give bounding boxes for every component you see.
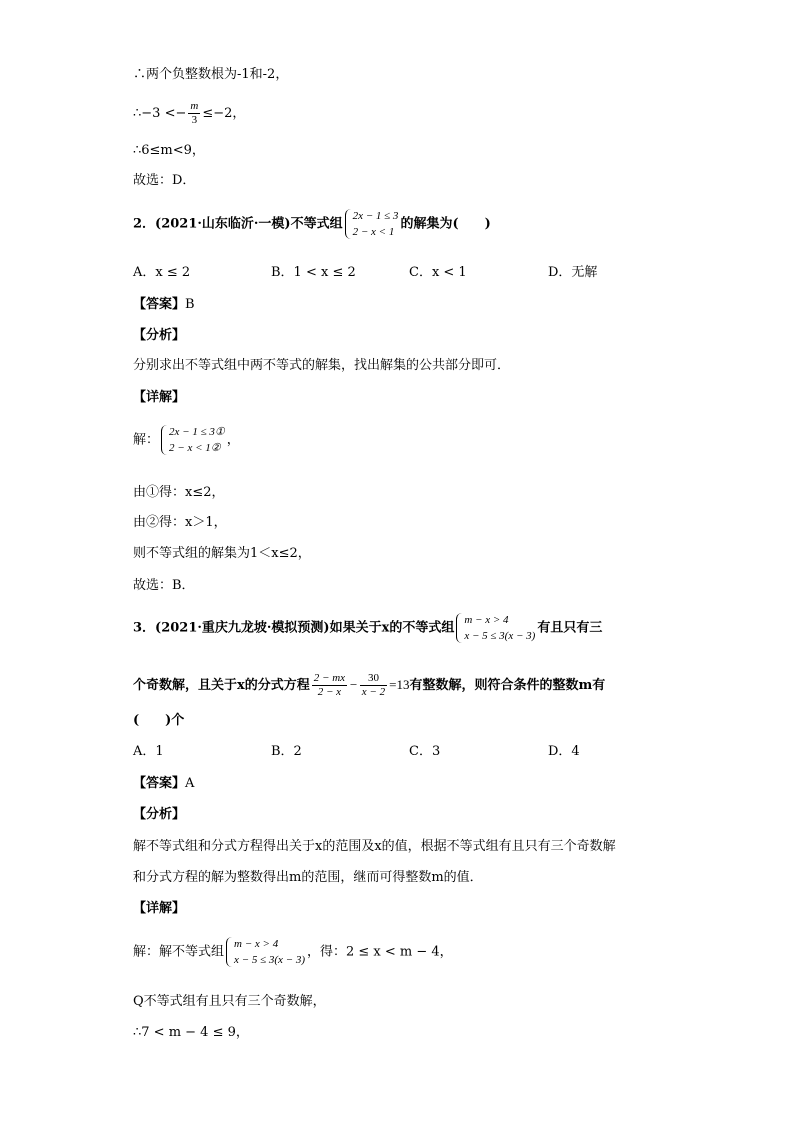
q3-solution-system: [133, 936, 453, 968]
q2-analysis-tag: 【分析】: [133, 328, 186, 343]
q3-step-1: Q不等式组有且只有三个奇数解，: [133, 994, 326, 1009]
answer-tag: 【答案】: [133, 776, 186, 791]
q3-eq-rhs: =13: [389, 677, 410, 692]
q3-analysis-line-2: 和分式方程的解为整数得出m的范围，继而可得整数m的值．: [133, 870, 483, 885]
q2-step-2: 由②得：x＞1，: [133, 515, 227, 530]
q3-option-c: C．3: [409, 744, 441, 759]
q2-detail-tag: 【详解】: [133, 390, 186, 405]
q3-sol-post: ，得：2 ≤ x < m − 4，: [307, 944, 453, 960]
q2-option-c: C．x < 1: [409, 265, 467, 280]
q2-step-1: 由①得：x≤2，: [133, 485, 225, 500]
q3-answer: [133, 775, 194, 793]
q3-stem1-pre: 3．(2021·重庆九龙坡·模拟预测)如果关于x的不等式组: [133, 620, 455, 636]
q2-option-b: B．1 < x ≤ 2: [271, 265, 356, 280]
q2-solution-system: [133, 424, 240, 456]
q2-sol-inequality-system: 2x − 1 ≤ 3① 2 − x < 1②: [161, 424, 225, 456]
q3-option-b: B．2: [271, 744, 302, 759]
q3-stem1-post: 有且只有三: [537, 620, 603, 636]
q2-analysis-text: 分别求出不等式组中两不等式的解集，找出解集的公共部分即可．: [133, 358, 511, 373]
prev-line-2: [133, 100, 245, 127]
q2-sol-post: ，: [226, 432, 240, 448]
q3-stem2-post: 有整数解，则符合条件的整数m有: [409, 678, 606, 693]
q2-option-a: A．x ≤ 2: [133, 265, 191, 280]
q3-sol-pre: 解：解不等式组: [133, 944, 225, 960]
q3-answer-value: A: [185, 776, 195, 791]
q3-fraction-1: $\frac{2 - mx}{2 - x}$: [313, 672, 346, 698]
q3-stem-1: [133, 612, 602, 644]
prev-line-1: ∴两个负整数根为-1和-2，: [133, 67, 289, 82]
fraction-m-over-3: $\frac{m}{3}$: [190, 100, 199, 126]
prev-line-4: 故选：D．: [133, 173, 196, 188]
q3-fraction-2: $\frac{30}{x - 2}$: [361, 672, 386, 698]
q2-step-4: 故选：B．: [133, 578, 195, 593]
q3-detail-tag: 【详解】: [133, 901, 186, 916]
q3-stem-3: ( )个: [133, 713, 185, 728]
q2-stem-post: 的解集为( ): [400, 216, 491, 232]
q2-option-d: D．无解: [548, 265, 598, 280]
q3-option-d: D．4: [548, 744, 580, 759]
q3-inequality-system: m − x > 4 x − 5 ≤ 3(x − 3): [456, 612, 535, 644]
prev-line-2-pre: ∴−3 <−: [133, 106, 187, 121]
q2-stem: [133, 208, 491, 240]
q2-stem-pre: 2．(2021·山东临沂·一模)不等式组: [133, 216, 343, 232]
prev-line-2-post: ≤−2，: [202, 106, 246, 121]
q2-sol-pre: 解：: [133, 432, 160, 448]
q2-answer-value: B: [185, 297, 195, 312]
prev-line-3: ∴6≤m<9，: [133, 143, 205, 158]
q3-option-a: A．1: [133, 744, 164, 759]
q2-answer: [133, 296, 195, 314]
q3-stem2-pre: 个奇数解，且关于x的分式方程: [133, 678, 310, 693]
q2-step-3: 则不等式组的解集为1＜x≤2，: [133, 546, 311, 561]
q3-minus: −: [349, 677, 358, 692]
q3-sol-inequality-system: m − x > 4 x − 5 ≤ 3(x − 3): [226, 936, 305, 968]
q3-analysis-tag: 【分析】: [133, 807, 186, 822]
q3-analysis-line-1: 解不等式组和分式方程得出关于x的范围及x的值，根据不等式组有且只有三个奇数解: [133, 839, 616, 854]
answer-tag: 【答案】: [133, 297, 186, 312]
q2-inequality-system: 2x − 1 ≤ 3 2 − x < 1: [345, 208, 399, 240]
q3-stem-2: [133, 672, 605, 699]
q3-step-2: ∴7 < m − 4 ≤ 9，: [133, 1025, 249, 1040]
